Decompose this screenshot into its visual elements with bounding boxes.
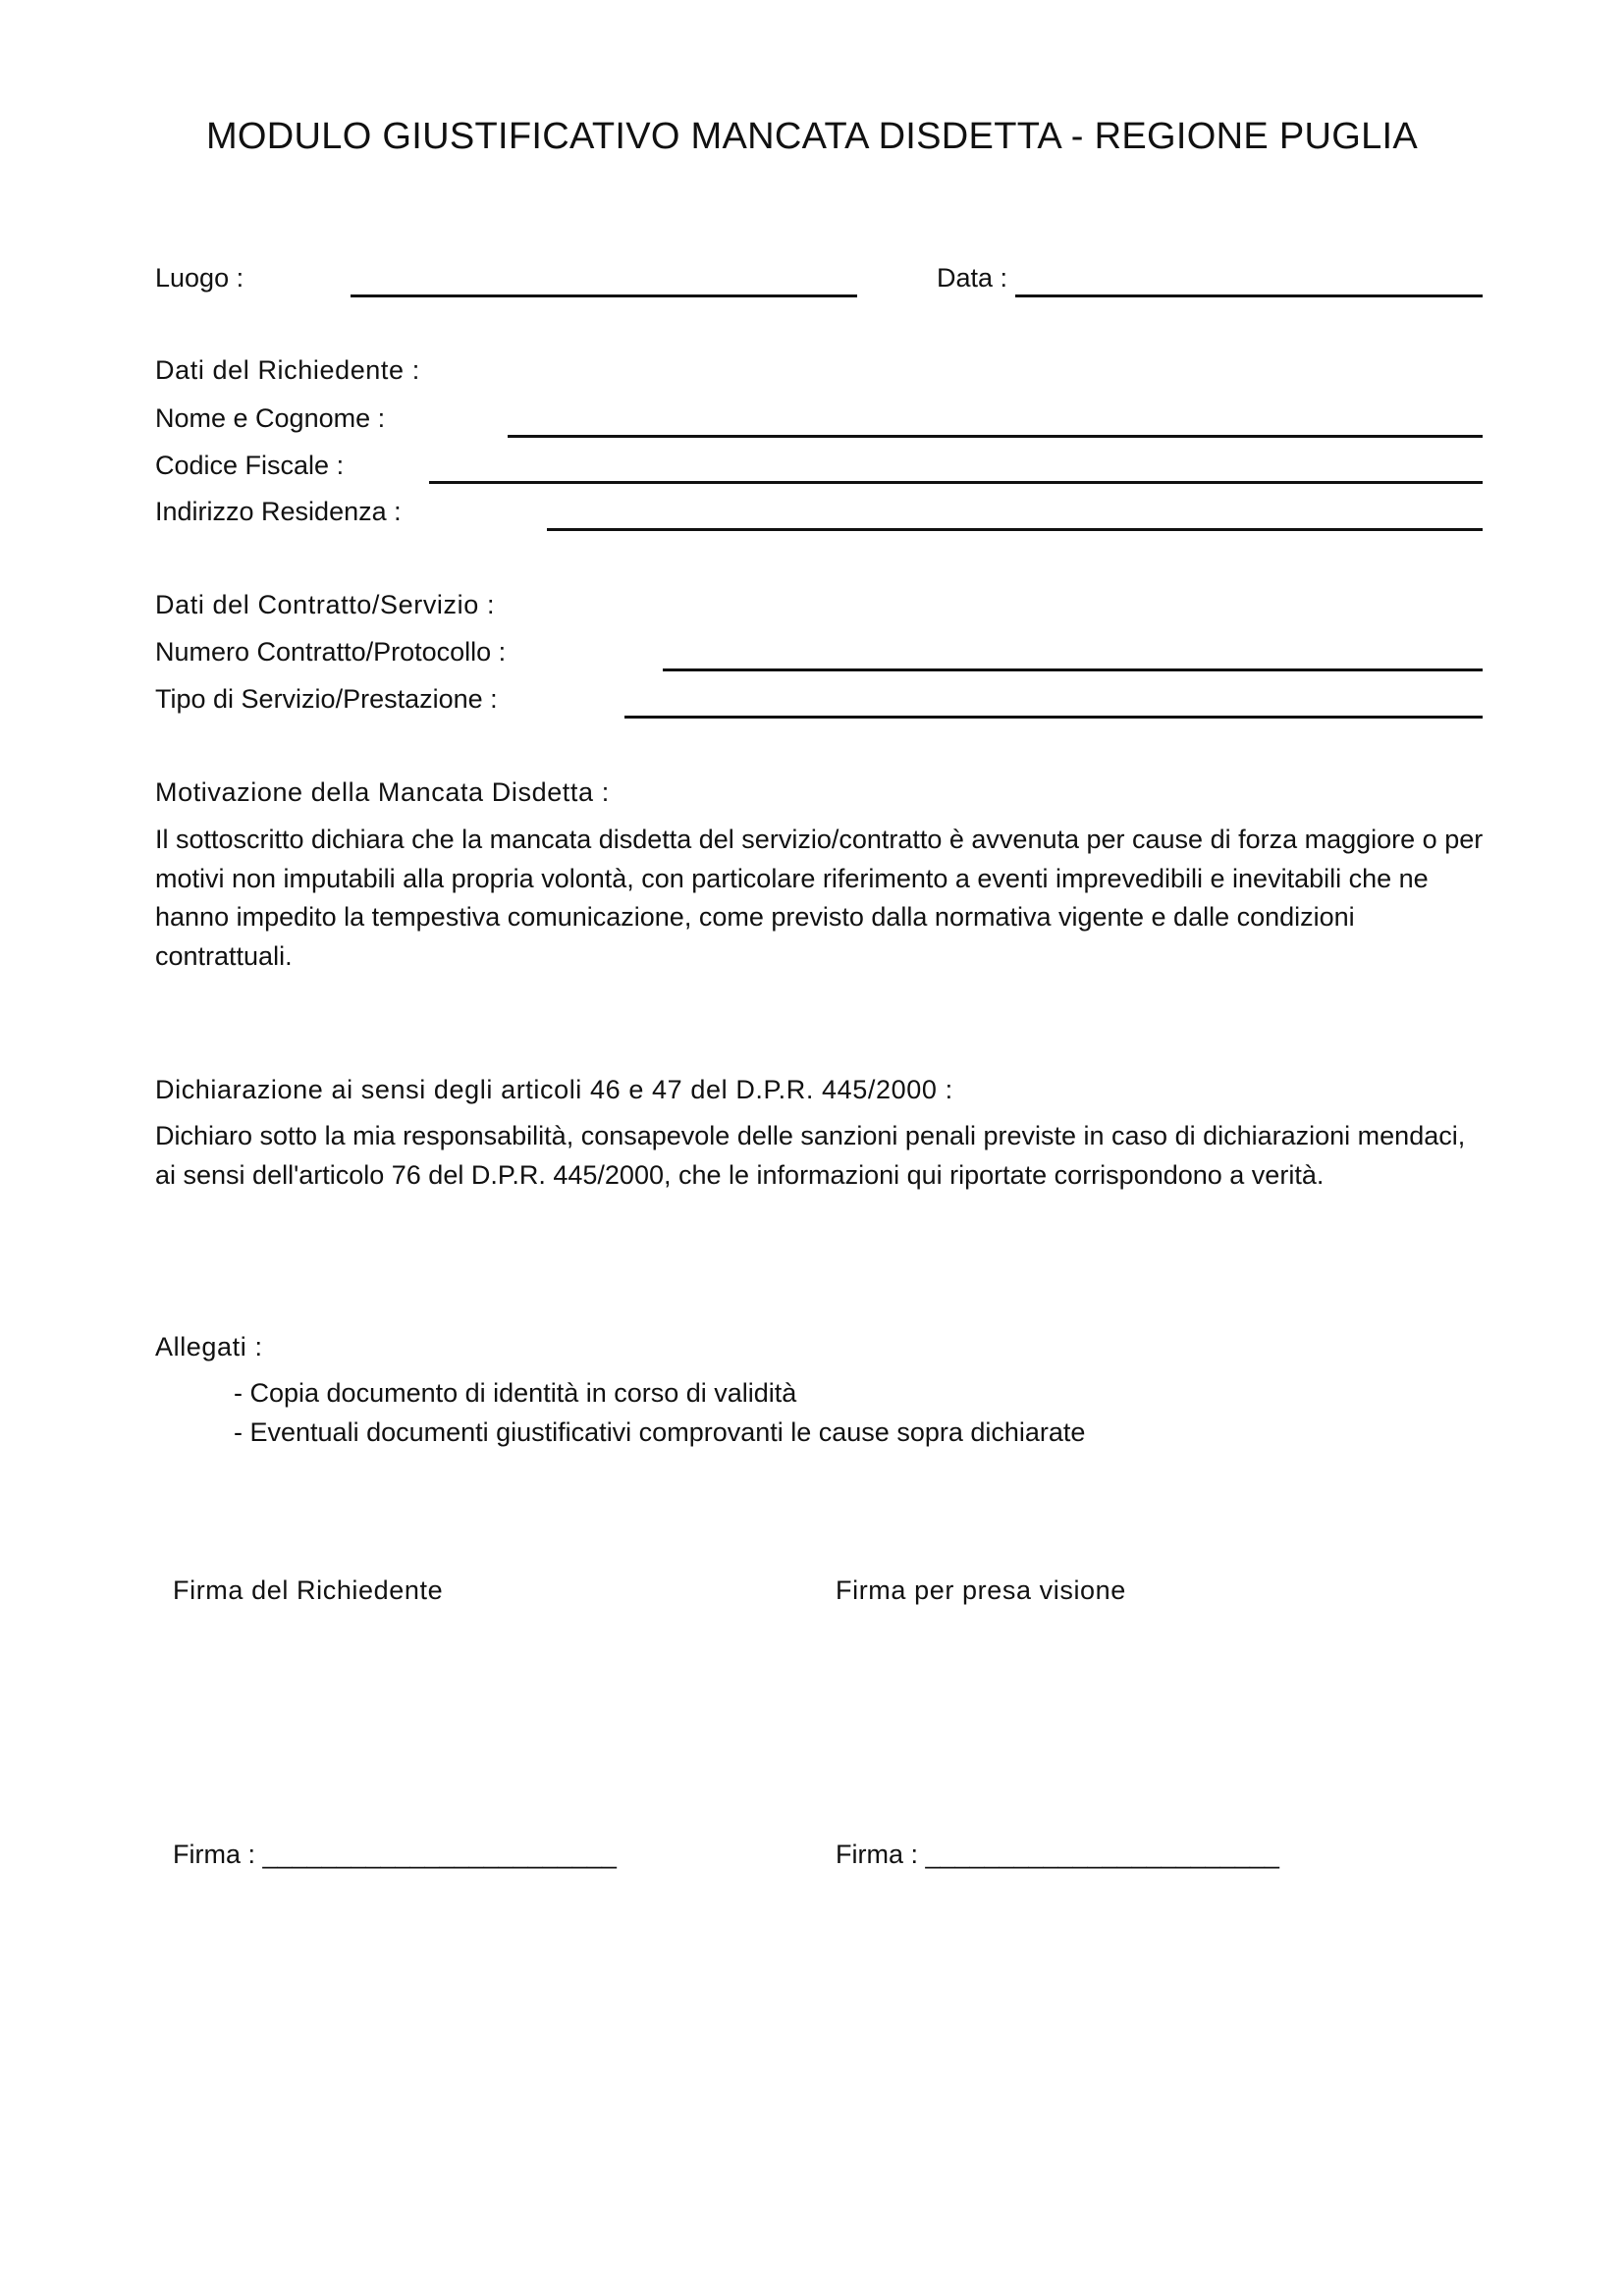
numero-contratto-label: Numero Contratto/Protocollo : bbox=[155, 637, 507, 667]
luogo-label: Luogo : bbox=[155, 263, 244, 293]
motivazione-heading: Motivazione della Mancata Disdetta : bbox=[155, 777, 610, 807]
contratto-heading: Dati del Contratto/Servizio : bbox=[155, 590, 496, 619]
nome-cognome-label: Nome e Cognome : bbox=[155, 403, 386, 433]
numero-contratto-field[interactable] bbox=[663, 668, 1483, 671]
allegato-item: - Copia documento di identità in corso di validità bbox=[234, 1378, 797, 1408]
motivazione-text: Il sottoscritto dichiara che la mancata disdetta del servizio/contratto è avvenuta per cause di forza maggiore o per motivi non imputabili alla propria volontà, con particolare riferimento a eventi imprevedibili e inevitabili che ne hanno impedito la tempestiva comunicazione, come previsto dalla normativa vigente e dalle condizioni contrattuali. bbox=[155, 825, 1484, 971]
firma-richiedente-field[interactable]: Firma : ________________________ bbox=[173, 1840, 617, 1869]
dichiarazione-text: Dichiaro sotto la mia responsabilità, consapevole delle sanzioni penali previste in caso di dichiarazioni mendaci, ai sensi dell'articolo 76 del D.P.R. 445/2000, che le informazioni qui riportate corrispondono a verità. bbox=[155, 1121, 1466, 1190]
tipo-servizio-field[interactable] bbox=[624, 716, 1483, 719]
nome-cognome-field[interactable] bbox=[508, 435, 1483, 438]
tipo-servizio-label: Tipo di Servizio/Prestazione : bbox=[155, 684, 498, 714]
document-title: MODULO GIUSTIFICATIVO MANCATA DISDETTA - REGIONE PUGLIA bbox=[205, 116, 1419, 157]
dichiarazione-heading: Dichiarazione ai sensi degli articoli 46 e 47 del D.P.R. 445/2000 : bbox=[155, 1075, 953, 1104]
firma-presa-visione-heading: Firma per presa visione bbox=[836, 1575, 1126, 1605]
firma-richiedente-heading: Firma del Richiedente bbox=[173, 1575, 444, 1605]
firma-presa-visione-field[interactable]: Firma : ________________________ bbox=[836, 1840, 1279, 1869]
indirizzo-residenza-label: Indirizzo Residenza : bbox=[155, 497, 402, 526]
codice-fiscale-label: Codice Fiscale : bbox=[155, 451, 345, 480]
data-label: Data : bbox=[937, 263, 1008, 293]
luogo-field[interactable] bbox=[351, 294, 857, 297]
data-field[interactable] bbox=[1015, 294, 1483, 297]
codice-fiscale-field[interactable] bbox=[429, 481, 1483, 484]
richiedente-heading: Dati del Richiedente : bbox=[155, 355, 420, 385]
indirizzo-residenza-field[interactable] bbox=[547, 528, 1483, 531]
allegati-heading: Allegati : bbox=[155, 1332, 263, 1362]
allegato-item: - Eventuali documenti giustificativi comprovanti le cause sopra dichiarate bbox=[234, 1417, 1086, 1447]
